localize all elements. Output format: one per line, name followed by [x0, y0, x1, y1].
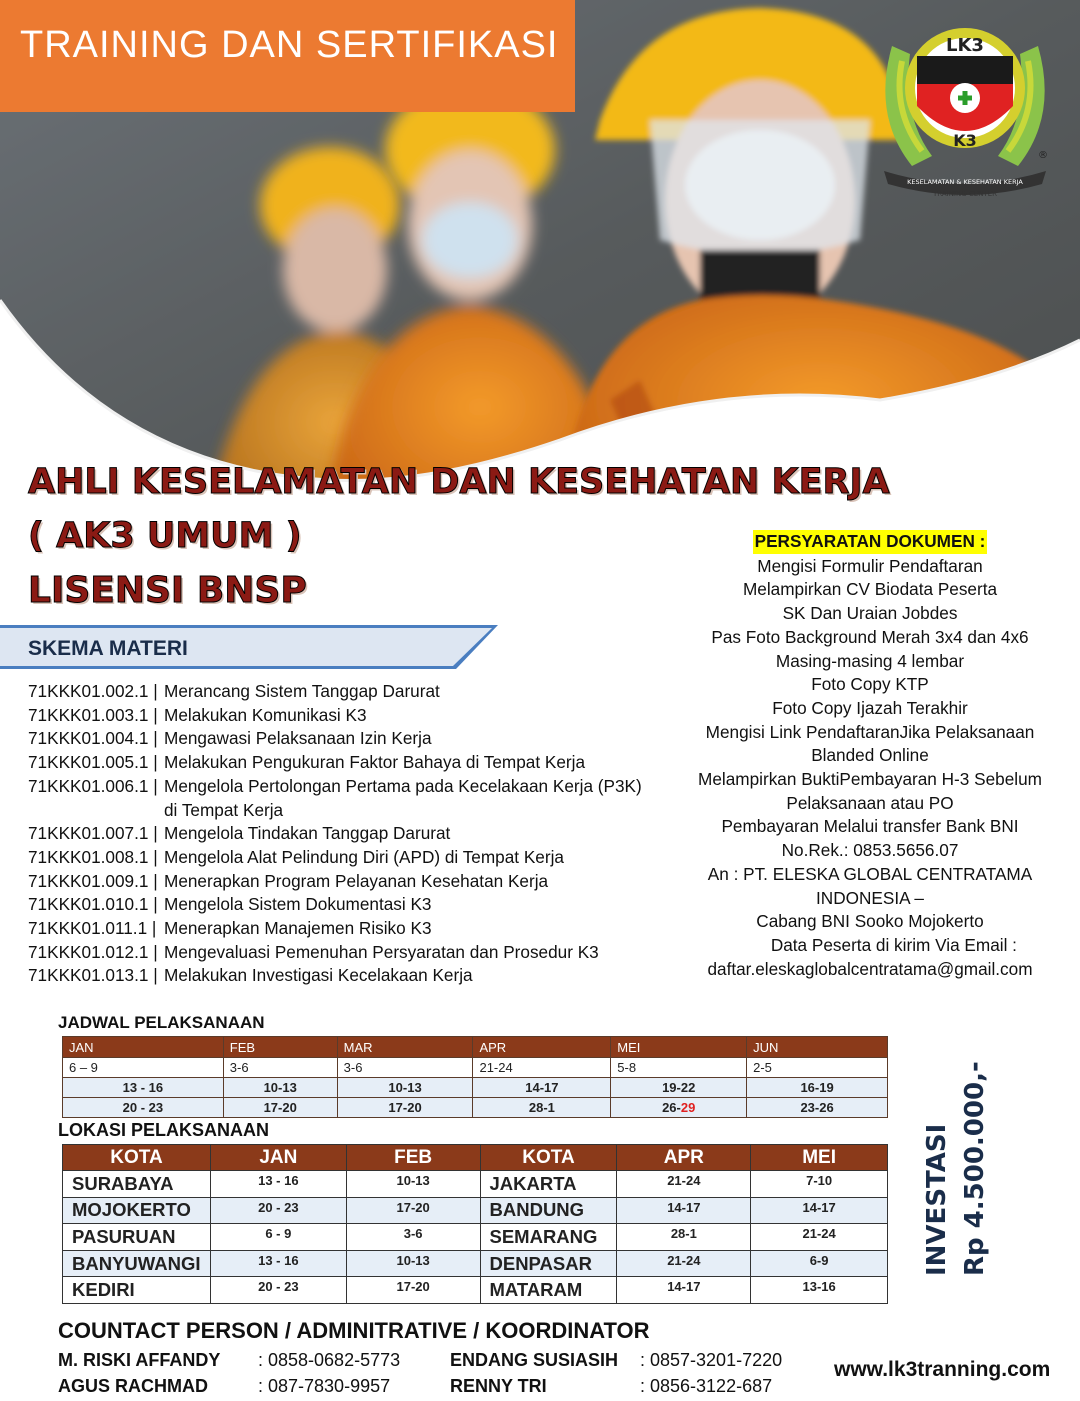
skema-item: [28, 822, 678, 846]
investasi-label: INVESTASI: [922, 1123, 952, 1276]
skema-code: 71KKK01.010.1 |: [28, 894, 158, 915]
skema-item: [28, 870, 678, 894]
requirement-line: [680, 578, 1060, 602]
lokasi-city: SURABAYA: [63, 1171, 211, 1198]
skema-code: 71KKK01.011.1 |: [28, 918, 157, 939]
lokasi-header: KOTA: [63, 1145, 211, 1171]
skema-code: [28, 799, 164, 823]
lokasi-date: 3-6: [346, 1224, 480, 1251]
requirement-line: [680, 792, 1060, 816]
skema-code: 71KKK01.012.1 |: [28, 941, 158, 962]
requirement-line: [680, 768, 1060, 792]
requirement-line: [680, 744, 1060, 768]
lokasi-title: LOKASI PELAKSANAAN: [58, 1120, 270, 1140]
jadwal-month: MEI: [611, 1037, 747, 1058]
skema-code: 71KKK01.002.1 |: [28, 681, 158, 701]
jadwal-cell: 19-22: [611, 1078, 747, 1098]
contact-name: RENNY TRI: [450, 1376, 547, 1396]
skema-code: 71KKK01.008.1 |: [28, 846, 158, 867]
orange-banner: [0, 0, 575, 112]
website-link[interactable]: www.lk3tranning.com: [834, 1358, 1051, 1381]
skema-item: [28, 799, 678, 823]
skema-text: Melakukan Pengukuran Faktor Bahaya di Tempat Kerja: [164, 752, 586, 773]
skema-text: Mengelola Sistem Dokumentasi K3: [164, 894, 432, 915]
lokasi-row: [63, 1277, 888, 1304]
requirement-text: Melampirkan BuktiPembayaran H-3 Sebelum: [698, 769, 1042, 790]
lokasi-header: JAN: [210, 1145, 346, 1171]
requirement-line: [680, 863, 1060, 887]
lokasi-date: 14-17: [617, 1277, 751, 1304]
lokasi-date: 28-1: [617, 1224, 751, 1251]
skema-item: [28, 964, 678, 988]
requirement-line: [680, 555, 1060, 579]
skema-text: Melakukan Investigasi Kecelakaan Kerja: [164, 965, 473, 986]
requirement-text: Pas Foto Background Merah 3x4 dan 4x6: [711, 626, 1029, 647]
requirement-text: Melampirkan CV Biodata Peserta: [742, 579, 998, 600]
banner-title: TRAINING DAN SERTIFIKASI: [20, 24, 559, 66]
requirement-text: Mengisi Link PendaftaranJika Pelaksanaan: [705, 721, 1035, 742]
skema-item: [28, 680, 678, 704]
requirements-block: [680, 530, 1060, 981]
jadwal-cell: 2-5: [747, 1058, 888, 1078]
contact-title: COUNTACT PERSON / ADMINITRATIVE / KOORDINATOR: [58, 1318, 650, 1343]
jadwal-cell: 6 – 9: [63, 1058, 224, 1078]
lokasi-date: 17-20: [346, 1277, 480, 1304]
jadwal-header-row: [63, 1037, 888, 1058]
jadwal-cell: 21-24: [473, 1058, 611, 1078]
contact-name: M. RISKI AFFANDY: [58, 1350, 221, 1370]
requirement-text: Pembayaran Melalui transfer Bank BNI: [721, 816, 1019, 837]
lokasi-city: BANDUNG: [480, 1197, 617, 1224]
jadwal-row: [63, 1078, 888, 1098]
jadwal-title: JADWAL PELAKSANAAN: [58, 1013, 265, 1032]
contact-phone[interactable]: : 0858-0682-5773: [258, 1350, 401, 1370]
skema-code: 71KKK01.006.1 |: [28, 775, 158, 796]
skema-text: Mengawasi Pelaksanaan Izin Kerja: [164, 728, 432, 749]
lokasi-date: 21-24: [751, 1224, 888, 1251]
skema-item: [28, 775, 678, 799]
lokasi-city: MATARAM: [480, 1277, 617, 1304]
jadwal-cell: 20 - 23: [63, 1098, 224, 1118]
jadwal-month: JUN: [747, 1037, 888, 1058]
lokasi-date: 20 - 23: [210, 1197, 346, 1224]
skema-code: 71KKK01.007.1 |: [28, 823, 158, 844]
logo-ring-text: KESELAMATAN & KESEHATAN KERJA: [907, 178, 1023, 186]
jadwal-month: APR: [473, 1037, 611, 1058]
logo-top-text: LK3: [946, 35, 984, 56]
requirement-line: [680, 673, 1060, 697]
requirement-text[interactable]: daftar.eleskaglobalcentratama@gmail.com: [707, 958, 1033, 979]
requirements-lines: [680, 555, 1060, 982]
requirement-text: Mengisi Formulir Pendaftaran: [757, 555, 983, 576]
requirement-text: Blanded Online: [811, 745, 929, 766]
lokasi-header: KOTA: [480, 1145, 617, 1171]
lokasi-city: MOJOKERTO: [63, 1197, 211, 1224]
lokasi-date: 21-24: [617, 1171, 751, 1198]
skema-text: Mengelola Tindakan Tanggap Darurat: [164, 823, 451, 844]
requirements-title: PERSYARATAN DOKUMEN :: [753, 530, 988, 554]
lokasi-city: DENPASAR: [480, 1250, 617, 1277]
svg-text:®: ®: [1038, 150, 1048, 161]
skema-item: [28, 846, 678, 870]
skema-item: [28, 751, 678, 775]
logo-center-text: K3: [953, 131, 977, 150]
lokasi-date: 13 - 16: [210, 1250, 346, 1277]
skema-code: 71KKK01.013.1 |: [28, 965, 158, 986]
skema-item: [28, 917, 678, 941]
requirement-line: [680, 910, 1060, 934]
jadwal-cell: 17-20: [223, 1098, 337, 1118]
jadwal-cell: 16-19: [747, 1078, 888, 1098]
lokasi-city: KEDIRI: [63, 1277, 211, 1304]
lokasi-date: 21-24: [617, 1250, 751, 1277]
requirement-text: Foto Copy KTP: [811, 674, 929, 695]
requirement-line: [680, 626, 1060, 650]
requirement-text: INDONESIA –: [816, 887, 924, 908]
lokasi-table: [62, 1144, 888, 1304]
lokasi-header: FEB: [346, 1145, 480, 1171]
lk3-logo: [872, 6, 1058, 202]
skema-text: Melakukan Komunikasi K3: [164, 704, 367, 725]
requirement-line: [680, 934, 1060, 958]
lokasi-row: [63, 1224, 888, 1251]
requirement-text: SK Dan Uraian Jobdes: [782, 603, 958, 624]
lokasi-city: SEMARANG: [480, 1224, 617, 1251]
logo-bottom-text: TRAINING CENTER: [932, 190, 998, 198]
jadwal-cell: 13 - 16: [63, 1078, 224, 1098]
skema-code: 71KKK01.009.1 |: [28, 870, 158, 891]
skema-item: [28, 704, 678, 728]
lokasi-date: 20 - 23: [210, 1277, 346, 1304]
jadwal-cell: 5-8: [611, 1058, 747, 1078]
lokasi-header: MEI: [751, 1145, 888, 1171]
investasi-price: Rp 4.500.000,-: [960, 1061, 990, 1276]
jadwal-row: [63, 1058, 888, 1078]
requirement-text: Pelaksanaan atau PO: [786, 792, 954, 813]
skema-text: Menerapkan Program Pelayanan Kesehatan Kerja: [164, 870, 549, 891]
skema-item: [28, 893, 678, 917]
skema-item: [28, 727, 678, 751]
skema-code: 71KKK01.005.1 |: [28, 752, 158, 773]
requirement-text: No.Rek.: 0853.5656.07: [781, 840, 959, 861]
jadwal-table: [62, 1036, 888, 1118]
lokasi-date: 13-16: [751, 1277, 888, 1304]
jadwal-month: JAN: [63, 1037, 224, 1058]
skema-title: SKEMA MATERI: [28, 637, 188, 660]
lokasi-date: 14-17: [617, 1197, 751, 1224]
lokasi-date: 6 - 9: [210, 1224, 346, 1251]
skema-list: [28, 680, 678, 988]
skema-code: 71KKK01.003.1 |: [28, 704, 158, 725]
lokasi-city: PASURUAN: [63, 1224, 211, 1251]
jadwal-cell: 14-17: [473, 1078, 611, 1098]
investasi-block: [918, 1061, 998, 1276]
contact-name: ENDANG SUSIASIH: [450, 1350, 619, 1370]
requirement-text: Data Peserta di kirim Via Email :: [770, 934, 1017, 955]
skema-text: Merancang Sistem Tanggap Darurat: [164, 681, 440, 701]
skema-text: Mengelola Alat Pelindung Diri (APD) di Tempat Kerja: [164, 846, 564, 867]
contact-phone[interactable]: : 0857-3201-7220: [640, 1350, 783, 1370]
lokasi-date: 17-20: [346, 1197, 480, 1224]
title-line-3: LISENSI BNSP: [28, 570, 307, 611]
requirement-line: [680, 839, 1060, 863]
requirement-text: Foto Copy Ijazah Terakhir: [772, 697, 968, 718]
lokasi-date: 6-9: [751, 1250, 888, 1277]
lokasi-city: BANYUWANGI: [63, 1250, 211, 1277]
requirement-line: [680, 887, 1060, 911]
requirement-line: [680, 697, 1060, 721]
lokasi-city: JAKARTA: [480, 1171, 617, 1198]
jadwal-cell: 28-1: [473, 1098, 611, 1118]
jadwal-cell: 17-20: [337, 1098, 473, 1118]
lokasi-header-row: [63, 1145, 888, 1171]
contact-phone[interactable]: : 0856-3122-687: [640, 1376, 773, 1396]
requirement-line: [680, 602, 1060, 626]
jadwal-cell: 10-13: [223, 1078, 337, 1098]
jadwal-month: MAR: [337, 1037, 473, 1058]
title-line-1: AHLI KESELAMATAN DAN KESEHATAN KERJA: [28, 462, 890, 502]
skema-item: [28, 941, 678, 965]
title-line-2: ( AK3 UMUM ): [28, 516, 302, 556]
lokasi-row: [63, 1250, 888, 1277]
requirement-line: [680, 815, 1060, 839]
skema-text: Mengevaluasi Pemenuhan Persyaratan dan Prosedur K3: [164, 941, 599, 962]
skema-text: Mengelola Pertolongan Pertama pada Kecelakaan Kerja (P3K): [164, 775, 642, 796]
requirement-line: [680, 721, 1060, 745]
requirement-line: [680, 650, 1060, 674]
lokasi-row: [63, 1197, 888, 1224]
jadwal-cell: 10-13: [337, 1078, 473, 1098]
jadwal-cell: 23-26: [747, 1098, 888, 1118]
lokasi-date: 13 - 16: [210, 1171, 346, 1198]
requirement-text: An : PT. ELESKA GLOBAL CENTRATAMA: [707, 863, 1033, 884]
lokasi-date: 10-13: [346, 1250, 480, 1277]
jadwal-cell: 3-6: [223, 1058, 337, 1078]
jadwal-cell: 3-6: [337, 1058, 473, 1078]
lokasi-date: 10-13: [346, 1171, 480, 1198]
contact-phone[interactable]: : 087-7830-9957: [258, 1376, 391, 1396]
jadwal-cell: 26-29: [611, 1098, 747, 1118]
skema-code: 71KKK01.004.1 |: [28, 728, 158, 749]
skema-text: Menerapkan Manajemen Risiko K3: [164, 918, 432, 939]
requirement-text: Masing-masing 4 lembar: [775, 650, 965, 671]
requirement-text: Cabang BNI Sooko Mojokerto: [756, 911, 984, 932]
requirement-line: [680, 958, 1060, 982]
lokasi-date: 14-17: [751, 1197, 888, 1224]
contact-name: AGUS RACHMAD: [58, 1376, 208, 1396]
skema-text: di Tempat Kerja: [164, 799, 284, 820]
lokasi-header: APR: [617, 1145, 751, 1171]
jadwal-red-date: 29: [680, 1100, 696, 1115]
jadwal-month: FEB: [223, 1037, 337, 1058]
jadwal-row: [63, 1098, 888, 1118]
lokasi-date: 7-10: [751, 1171, 888, 1198]
lokasi-row: [63, 1171, 888, 1198]
